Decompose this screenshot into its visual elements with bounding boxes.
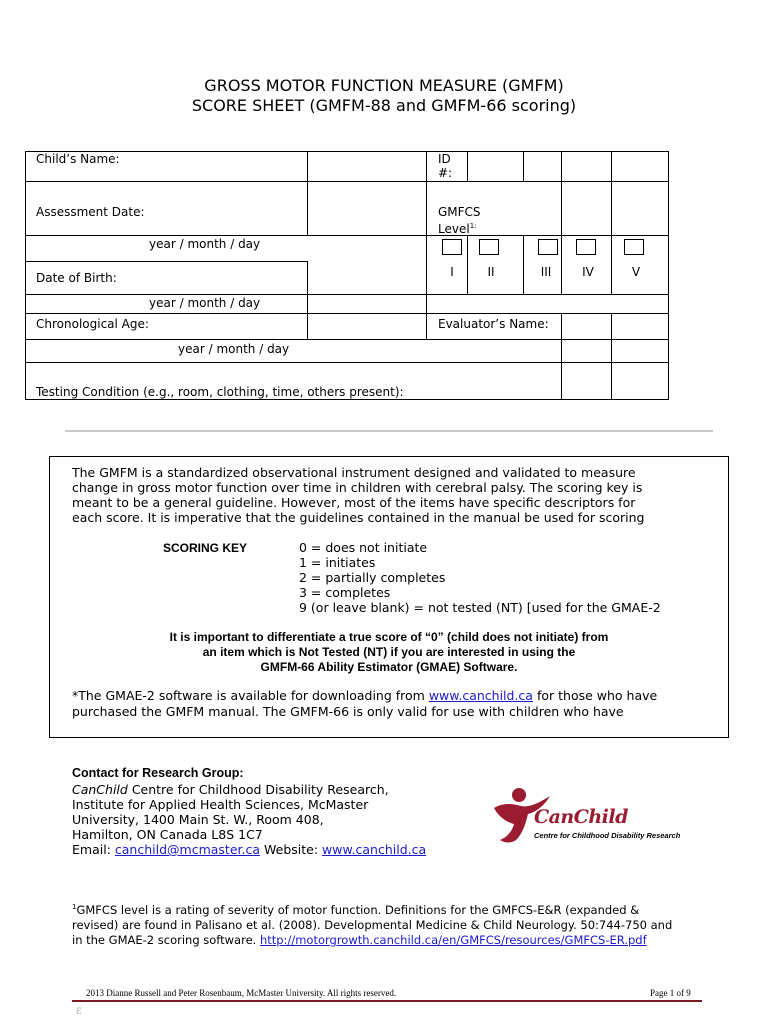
footnote-text: in the GMAE-2 scoring software. — [72, 932, 257, 947]
email-link[interactable]: canchild@mcmaster.ca — [114, 842, 261, 857]
footer-mark-icon: ℰ — [76, 1007, 82, 1017]
evaluators-name-label: Evaluator’s Name: — [438, 317, 549, 331]
footnote-marker: 1 — [72, 903, 77, 911]
form-rule — [561, 152, 562, 294]
date-of-birth-format: year / month / day — [149, 296, 261, 310]
form-rule — [307, 261, 308, 339]
important-note-line: GMFM-66 Ability Estimator (GMAE) Software. — [260, 660, 518, 674]
website-link[interactable]: www.canchild.ca — [322, 842, 427, 857]
form-rule — [426, 152, 427, 339]
gmae-note-line-2: purchased the GMFM manual. The GMFM-66 is only valid for use with children who have — [72, 704, 624, 719]
canchild-name: CanChild — [72, 782, 128, 797]
gmfcs-level-iv-checkbox[interactable] — [576, 239, 596, 255]
chronological-age-label: Chronological Age: — [36, 317, 149, 331]
gmfcs-level-ii-checkbox[interactable] — [479, 239, 499, 255]
contact-org — [72, 782, 389, 797]
chronological-age-format: year / month / day — [178, 342, 290, 356]
canchild-link[interactable]: www.canchild.ca — [428, 688, 533, 703]
gmfcs-level-ii-label: II — [487, 265, 495, 279]
form-rule — [561, 313, 562, 400]
intro-line: The GMFM is a standardized observational instrument designed and validated to measure — [72, 465, 636, 480]
gmfcs-er-link[interactable]: http://motorgrowth.canchild.ca/en/GMFCS/resources/GMFCS-ER.pdf — [259, 932, 647, 947]
contact-org-rest: Centre for Childhood Disability Research, — [127, 782, 389, 797]
id-label-line-1: ID — [438, 152, 451, 166]
footnote-line — [72, 900, 672, 918]
form-rule — [26, 261, 307, 262]
gmfcs-level-iii-label: III — [540, 265, 552, 279]
assessment-date-format: year / month / day — [149, 237, 261, 251]
gmfcs-level-i-label: I — [450, 265, 454, 279]
footer-rule — [72, 1000, 702, 1002]
contact-heading: Contact for Research Group: — [72, 766, 244, 780]
form-rule — [26, 181, 668, 182]
scoring-key-item: 1 = initiates — [299, 555, 376, 570]
document-title-line-2: SCORE SHEET (GMFM-88 and GMFM-66 scoring) — [191, 96, 577, 115]
canchild-logo — [488, 786, 703, 846]
date-of-birth-label: Date of Birth: — [36, 271, 117, 285]
footnote-text: GMFCS level is a rating of severity of motor function. Definitions for the GMFCS-E&R (expanded & — [76, 902, 640, 917]
intro-line: change in gross motor function over time in children with cerebral palsy. The scoring key is — [72, 480, 643, 495]
gmae-note-text: for those who have — [536, 688, 658, 703]
gmfcs-level-iii-checkbox[interactable] — [538, 239, 558, 255]
copyright-text: 2013 Dianne Russell and Peter Rosenbaum, McMaster University. All rights reserved. — [86, 988, 397, 998]
scoring-key-item: 3 = completes — [299, 585, 391, 600]
gmfcs-level-v-checkbox[interactable] — [624, 239, 644, 255]
gmfcs-label-line-2: Level$^{1:}$ — [438, 222, 477, 236]
canchild-logo-tagline: Centre for Childhood Disability Research — [534, 831, 681, 840]
gmfcs-footnote-marker: 1: — [469, 222, 477, 230]
form-rule — [26, 235, 668, 236]
form-rule — [26, 339, 668, 340]
section-divider — [65, 430, 713, 432]
form-rule — [467, 235, 468, 294]
gmfcs-level-iv-label: IV — [582, 265, 594, 279]
document-title-line-1: GROSS MOTOR FUNCTION MEASURE (GMFM) — [204, 76, 564, 95]
form-rule — [26, 313, 668, 314]
gmfcs-level-v-label: V — [631, 265, 641, 279]
gmfcs-level-i-checkbox[interactable] — [442, 239, 462, 255]
footnote-line — [72, 933, 672, 948]
assessment-date-label: Assessment Date: — [36, 205, 145, 219]
contact-address-line: Hamilton, ON Canada L8S 1C7 — [72, 827, 263, 842]
gmae-note-line-1 — [72, 688, 657, 703]
intro-line: meant to be a general guideline. However, most of the items have specific descriptors for — [72, 495, 636, 510]
form-rule — [611, 313, 612, 400]
email-label: Email: — [72, 842, 111, 857]
childs-name-label: Child’s Name: — [36, 152, 120, 166]
contact-address-line: Institute for Applied Health Sciences, McMaster — [72, 797, 369, 812]
footnote — [72, 900, 672, 948]
important-note-line: an item which is Not Tested (NT) if you are interested in using the — [202, 645, 576, 659]
testing-condition-label: Testing Condition (e.g., room, clothing, time, others present): — [36, 385, 404, 399]
intro-line: each score. It is imperative that the guidelines contained in the manual be used for scoring — [72, 510, 645, 525]
contact-address-line: University, 1400 Main St. W., Room 408, — [72, 812, 324, 827]
page-number: Page 1 of 9 — [650, 988, 691, 998]
form-rule — [307, 152, 308, 235]
form-rule — [26, 294, 668, 295]
form-rule — [611, 152, 612, 294]
form-rule — [523, 152, 524, 181]
website-label: Website: — [264, 842, 319, 857]
scoring-key-item: 0 = does not initiate — [299, 540, 428, 555]
scoring-info-box — [49, 456, 729, 738]
form-rule — [467, 152, 468, 181]
canchild-logo-wordmark: CanChild — [534, 806, 628, 828]
scoring-key-label: SCORING KEY — [163, 541, 248, 555]
gmfcs-label-line-1: GMFCS — [438, 205, 481, 219]
form-rule — [26, 362, 668, 363]
gmae-note-text: *The GMAE-2 software is available for downloading from — [72, 688, 425, 703]
footnote-line: revised) are found in Palisano et al. (2008). Developmental Medicine & Child Neurology. 50:744-750 and — [72, 917, 673, 932]
id-label-line-2: #: — [438, 166, 453, 180]
contact-email-website — [72, 842, 426, 857]
scoring-key-item: 9 (or leave blank) = not tested (NT) [used for the GMAE-2 — [299, 600, 661, 615]
scoring-key-item: 2 = partially completes — [299, 570, 446, 585]
form-rule — [523, 235, 524, 294]
child-info-form — [25, 151, 669, 400]
important-note-line: It is important to differentiate a true score of “0” (child does not initiate) from — [169, 630, 609, 644]
